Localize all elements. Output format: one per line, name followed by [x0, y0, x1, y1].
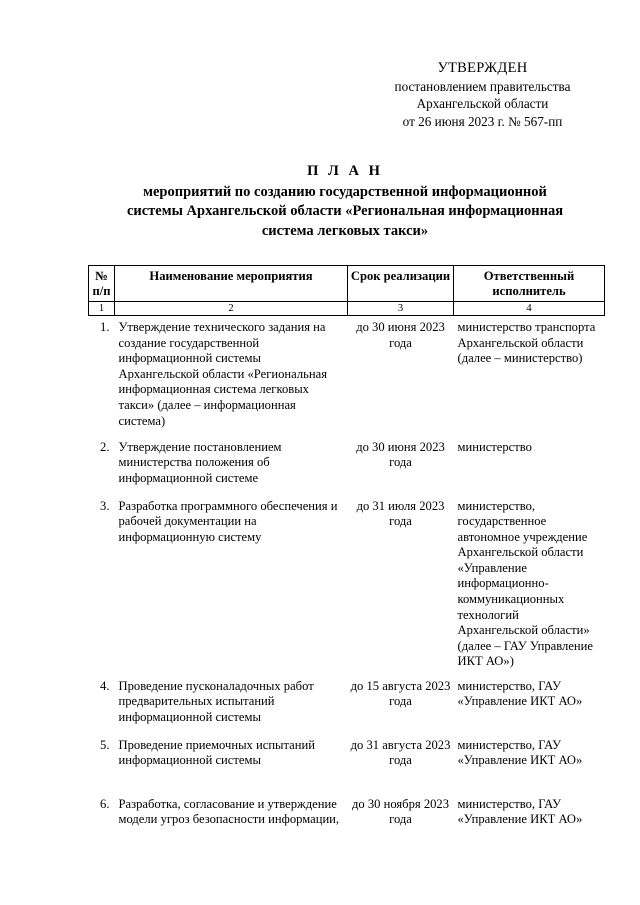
approval-title: УТВЕРЖДЕН	[437, 60, 528, 76]
approval-line-1: постановлением правительства	[394, 78, 571, 94]
row-activity: Утверждение технического задания на создание государственной информационной системы Архангельской области «Региональная информационная система легковых такси» (далее – информационная система)	[118, 320, 327, 428]
table-row	[89, 734, 605, 793]
header-number: № п/п	[89, 266, 115, 302]
column-number-row	[89, 302, 605, 316]
column-number: 3	[348, 302, 454, 316]
table-row	[89, 675, 605, 734]
row-responsible: министерство, ГАУ «Управление ИКТ АО»	[457, 737, 583, 768]
document-title	[95, 162, 595, 241]
table-header-row	[89, 266, 605, 302]
plan-title-line-3: система легковых такси»	[261, 222, 429, 239]
row-number: 6.	[100, 796, 110, 811]
row-activity: Проведение пусконаладочных работ предварительных испытаний информационной системы	[118, 678, 314, 724]
column-number: 1	[89, 302, 115, 316]
table-row	[89, 316, 605, 436]
approval-line-3: от 26 июня 2023 г. № 567-пп	[402, 113, 563, 129]
row-number: 3.	[100, 498, 110, 513]
row-activity: Разработка, согласование и утверждение модели угроз безопасности информации,	[118, 796, 340, 827]
plan-heading: П Л А Н	[307, 163, 383, 179]
row-number: 4.	[100, 678, 110, 693]
column-number: 4	[454, 302, 605, 316]
table-row	[89, 495, 605, 675]
plan-table	[88, 265, 605, 828]
header-activity: Наименование мероприятия	[115, 266, 348, 302]
plan-title-line-2: системы Архангельской области «Региональная информационная	[126, 203, 564, 219]
row-responsible: министерство, государственное автономное учреждение Архангельской области «Управление информационно-коммуникационных технологий Архангельской области» (далее – ГАУ Управление ИКТ АО»)	[457, 498, 593, 669]
row-deadline: до 31 августа 2023 года	[350, 737, 451, 768]
row-activity: Утверждение постановлением министерства положения об информационной системе	[118, 439, 282, 485]
column-number: 2	[115, 302, 348, 316]
approval-stamp	[370, 60, 595, 130]
row-number: 2.	[100, 439, 110, 454]
row-responsible: министерство, ГАУ «Управление ИКТ АО»	[457, 678, 583, 709]
row-responsible: министерство, ГАУ «Управление ИКТ АО»	[457, 796, 583, 827]
header-deadline: Срок реализации	[348, 266, 454, 302]
plan-title-line-1: мероприятий по созданию государственной информационной	[143, 183, 547, 200]
approval-line-2: Архангельской области	[416, 96, 549, 111]
table-row	[89, 436, 605, 495]
row-deadline: до 30 июня 2023 года	[356, 320, 445, 350]
row-deadline: до 31 июля 2023 года	[356, 498, 445, 529]
row-activity: Проведение приемочных испытаний информационной системы	[118, 737, 315, 768]
row-deadline: до 30 ноября 2023 года	[351, 796, 450, 827]
row-responsible: министерство	[457, 439, 532, 454]
row-deadline: до 15 августа 2023 года	[350, 678, 451, 709]
header-responsible: Ответственный исполнитель	[454, 266, 605, 302]
table-row	[89, 793, 605, 828]
row-deadline: до 30 июня 2023 года	[356, 439, 445, 470]
row-responsible: министерство транспорта Архангельской области (далее – министерство)	[457, 320, 596, 366]
row-number: 5.	[100, 737, 110, 752]
row-number: 1.	[100, 320, 110, 334]
row-activity: Разработка программного обеспечения и рабочей документации на информационную систему	[118, 498, 338, 544]
